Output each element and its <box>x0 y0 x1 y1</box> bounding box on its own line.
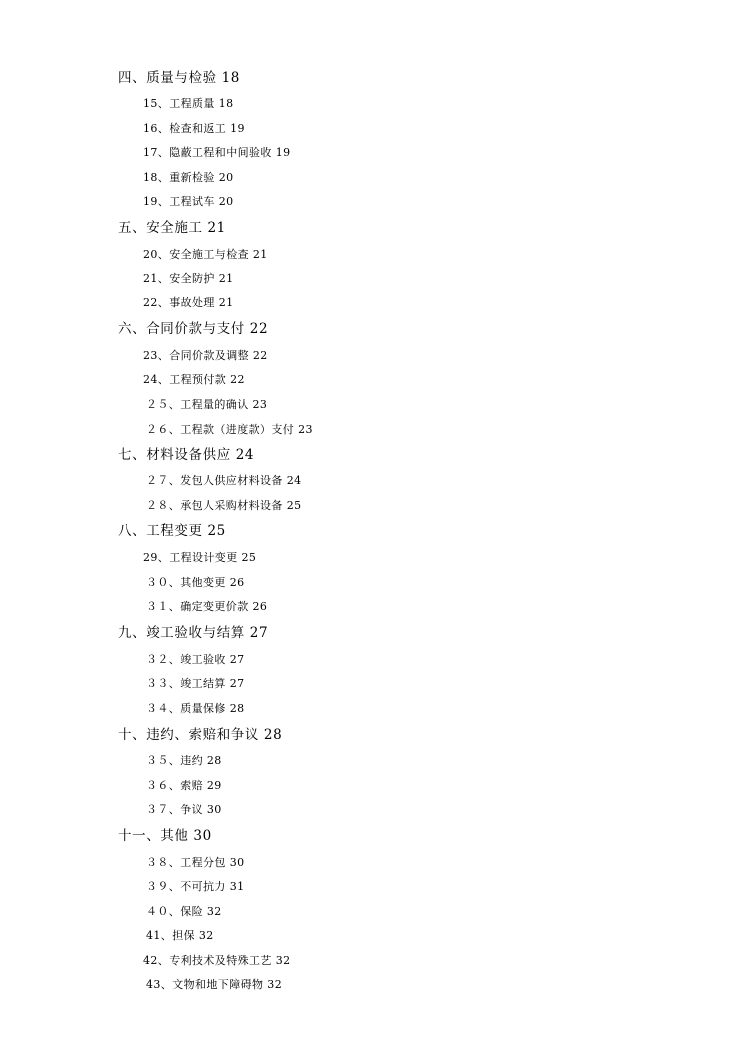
toc-entry: 22、事故处理 21 <box>143 296 234 309</box>
toc-entry: ３０、其他变更 26 <box>146 576 245 589</box>
toc-entry: ３７、争议 30 <box>146 803 222 816</box>
toc-entry: ２７、发包人供应材料设备 24 <box>146 474 302 487</box>
toc-entry: ３５、违约 28 <box>146 754 222 767</box>
toc-chapter: 五、安全施工 21 <box>118 220 226 236</box>
toc-entry: ３８、工程分包 30 <box>146 856 245 869</box>
toc-entry: ２８、承包人采购材料设备 25 <box>146 499 302 512</box>
toc-entry: 24、工程预付款 22 <box>143 373 245 386</box>
toc-entry: 29、工程设计变更 25 <box>143 551 257 564</box>
toc-chapter: 十一、其他 30 <box>118 828 212 844</box>
toc-entry: ３６、索赔 29 <box>146 779 222 792</box>
toc-entry: 18、重新检验 20 <box>143 171 234 184</box>
toc-chapter: 七、材料设备供应 24 <box>118 447 255 463</box>
toc-chapter: 四、质量与检验 18 <box>118 70 240 86</box>
toc-entry: 17、隐蔽工程和中间验收 19 <box>143 146 291 159</box>
toc-entry: 23、合同价款及调整 22 <box>143 349 268 362</box>
toc-entry: ２５、工程量的确认 23 <box>146 398 268 411</box>
toc-chapter: 六、合同价款与支付 22 <box>118 321 269 337</box>
toc-entry: ３１、确定变更价款 26 <box>146 600 268 613</box>
toc-entry: 20、安全施工与检查 21 <box>143 248 268 261</box>
toc-chapter: 十、违约、索赔和争议 28 <box>118 727 283 743</box>
toc-entry: ３９、不可抗力 31 <box>146 880 245 893</box>
toc-entry: 42、专利技术及特殊工艺 32 <box>143 954 291 967</box>
toc-entry: 16、检查和返工 19 <box>143 122 245 135</box>
toc-entry: 21、安全防护 21 <box>143 272 234 285</box>
toc-entry: ３４、质量保修 28 <box>146 702 245 715</box>
toc-entry: 15、工程质量 18 <box>143 97 234 110</box>
toc-entry: 19、工程试车 20 <box>143 195 234 208</box>
toc-entry: ２６、工程款（进度款）支付 23 <box>146 423 313 436</box>
toc-entry: ３３、竣工结算 27 <box>146 677 245 690</box>
toc-entry: 41、担保 32 <box>146 929 214 942</box>
toc-entry: ４０、保险 32 <box>146 905 222 918</box>
toc-entry: 43、文物和地下障碍物 32 <box>146 978 283 991</box>
toc-chapter: 八、工程变更 25 <box>118 523 226 539</box>
toc-entry: ３２、竣工验收 27 <box>146 653 245 666</box>
toc-chapter: 九、竣工验收与结算 27 <box>118 625 269 641</box>
